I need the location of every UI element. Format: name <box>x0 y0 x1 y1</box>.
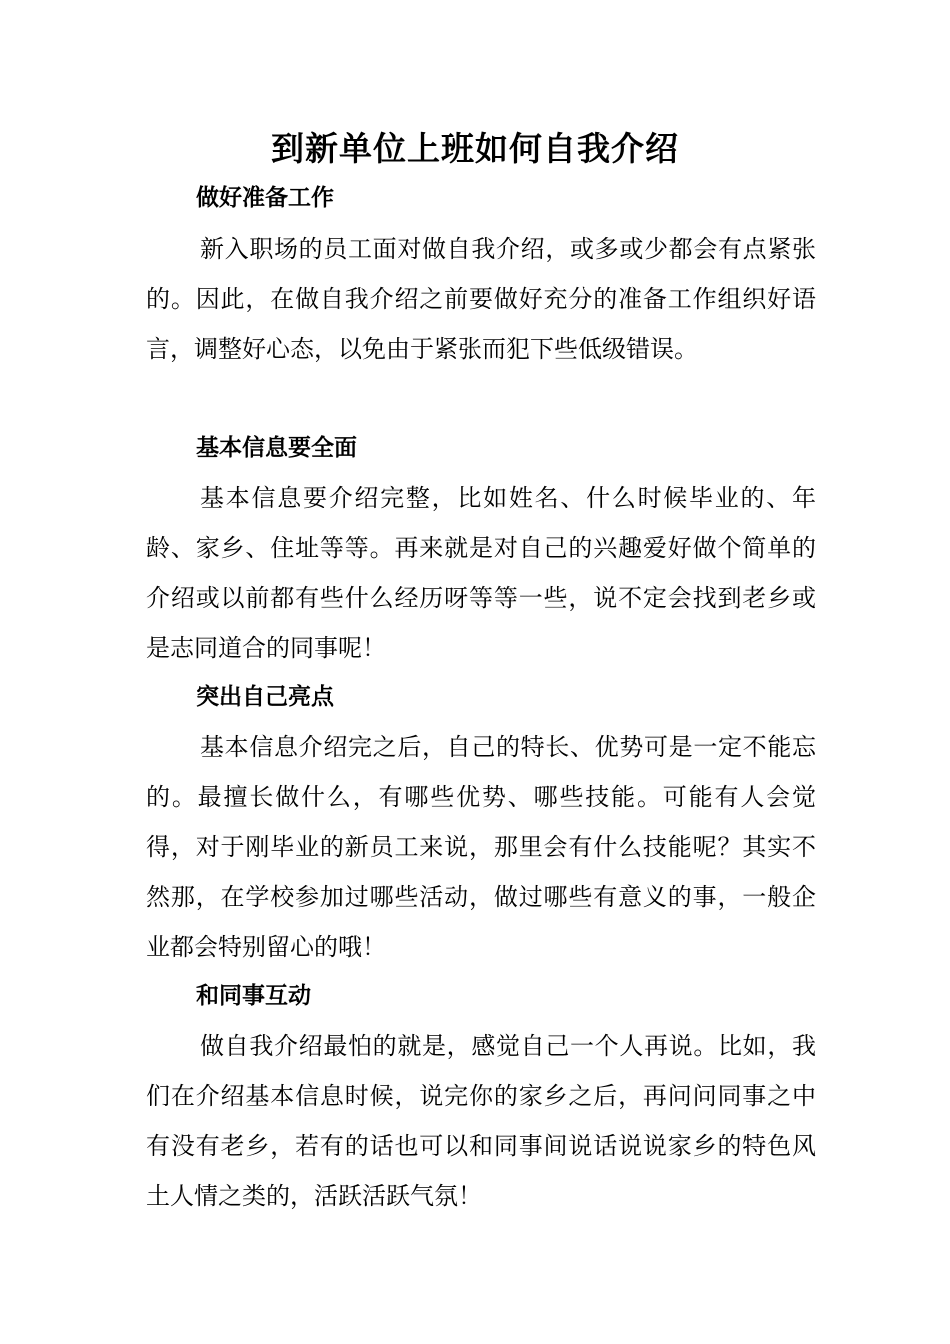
section-paragraph-basic-info: 基本信息要介绍完整，比如姓名、什么时候毕业的、年龄、家乡、住址等等。再来就是对自己的兴趣爱好做个简单的介绍或以前都有些什么经历呀等等一些，说不定会找到老乡或是志同道合的同事呢！ <box>146 484 816 662</box>
document-title: 到新单位上班如何自我介绍 <box>271 129 679 168</box>
section-heading-interaction: 和同事互动 <box>196 982 311 1009</box>
section-paragraph-preparation: 新入职场的员工面对做自我介绍，或多或少都会有点紧张的。因此，在做自我介绍之前要做好充分的准备工作组织好语言，调整好心态，以免由于紧张而犯下些低级错误。 <box>146 235 816 363</box>
section-paragraph-interaction: 做自我介绍最怕的就是，感觉自己一个人再说。比如，我们在介绍基本信息时候，说完你的家乡之后，再问问同事之中有没有老乡，若有的话也可以和同事间说话说说家乡的特色风土人情之类的，活跃活跃气氛！ <box>146 1032 816 1210</box>
section-paragraph-highlights: 基本信息介绍完之后，自己的特长、优势可是一定不能忘的。最擅长做什么，有哪些优势、哪些技能。可能有人会觉得，对于刚毕业的新员工来说，那里会有什么技能呢？其实不然那，在学校参加过哪些活动，做过哪些有意义的事，一般企业都会特别留心的哦！ <box>146 733 816 961</box>
section-heading-basic-info: 基本信息要全面 <box>196 434 357 461</box>
section-heading-highlights: 突出自己亮点 <box>196 683 334 710</box>
section-heading-preparation: 做好准备工作 <box>196 184 334 211</box>
